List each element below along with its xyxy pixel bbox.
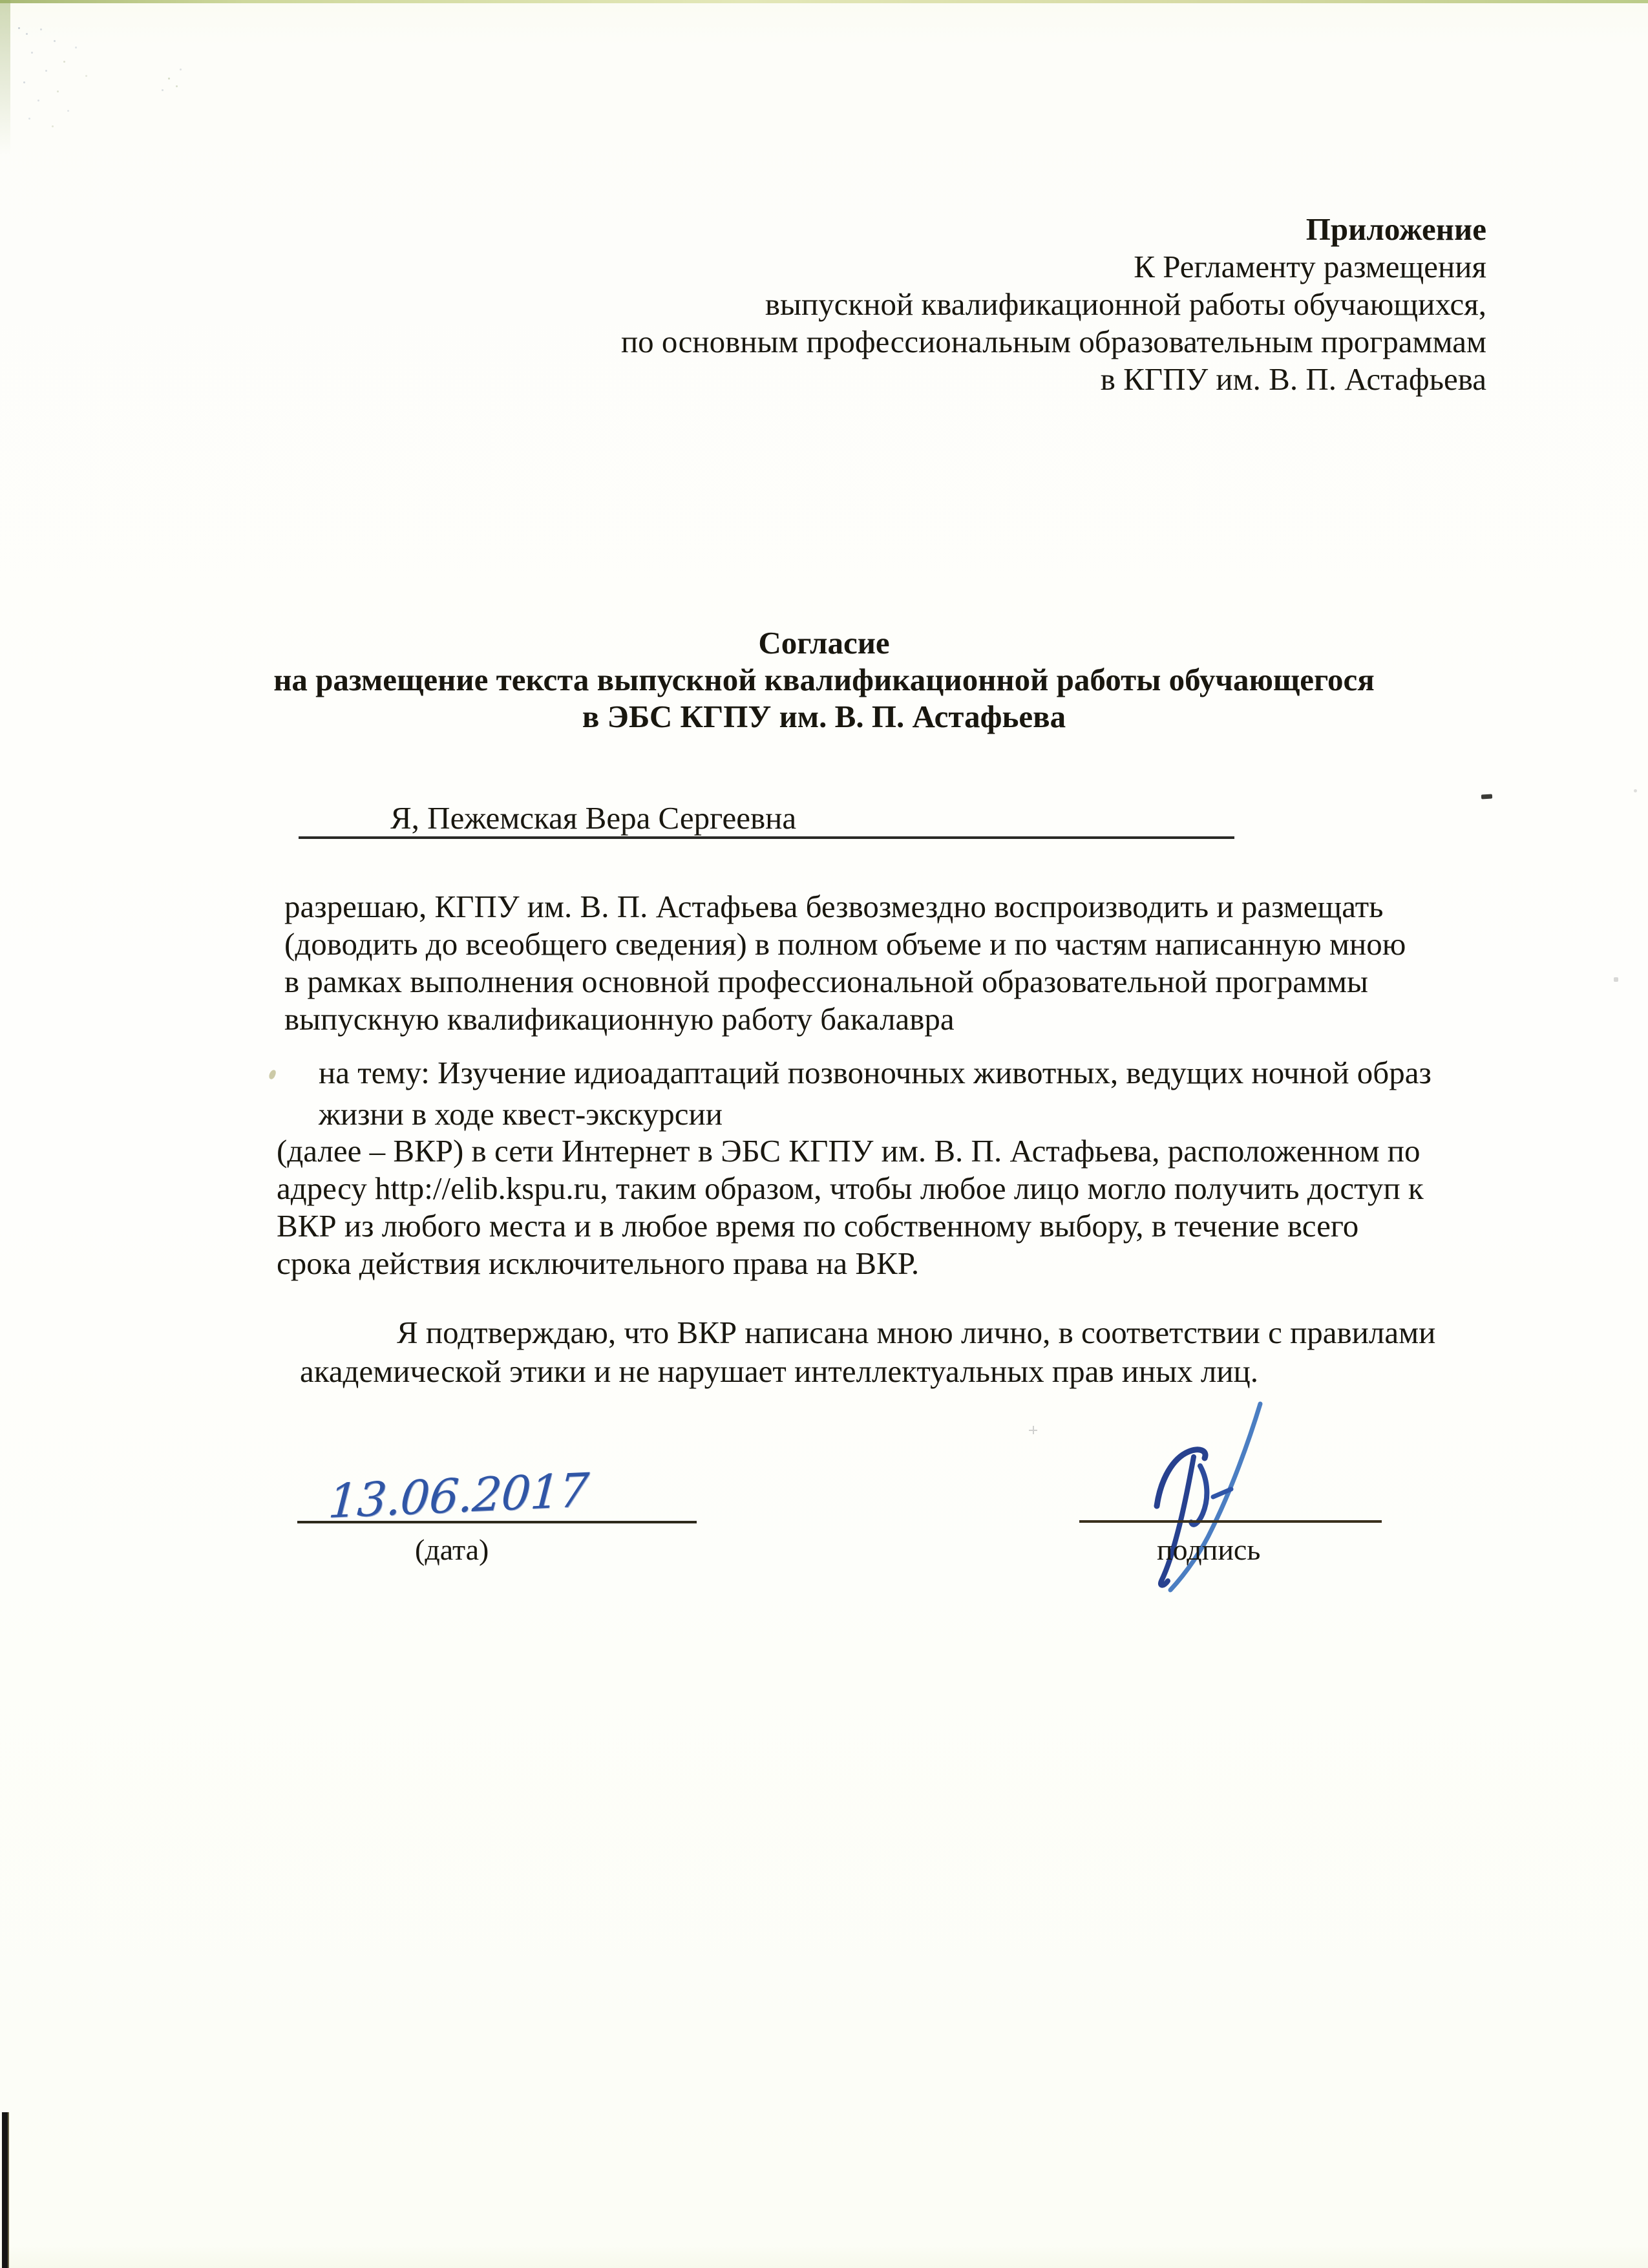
signature-stroke-cap: [1157, 1450, 1205, 1506]
scan-edge-artifact-top: [0, 0, 1648, 3]
text-line: разрешаю, КГПУ им. В. П. Астафьева безвозмездно воспроизводить и размещать: [284, 889, 1384, 924]
confirmation-paragraph: [300, 1313, 1435, 1391]
signature-stroke-loop: [1191, 1466, 1207, 1525]
appendix-header-line: выпускной квалификационной работы обучающихся,: [765, 286, 1486, 322]
signature-underline: [1079, 1520, 1382, 1523]
scan-edge-artifact-left: [0, 0, 10, 155]
scan-dot: [1634, 789, 1637, 792]
document-title-line: Согласие: [758, 625, 890, 661]
document-title: [0, 624, 1648, 735]
handwritten-date: 13.06.2017: [326, 1463, 590, 1529]
text-line: выпускную квалификационную работу бакалавра: [284, 1001, 955, 1037]
date-underline: [297, 1521, 697, 1523]
thesis-topic-paragraph: [319, 1052, 1431, 1135]
document-title-line: в ЭБС КГПУ им. В. П. Астафьева: [582, 699, 1066, 734]
text-line: (доводить до всеобщего сведения) в полном объеме и по частям написанную мною: [284, 926, 1406, 962]
scan-dot: [1614, 977, 1618, 982]
permission-paragraph: [284, 888, 1406, 1038]
appendix-header-line: в КГПУ им. В. П. Астафьева: [1100, 361, 1486, 397]
scan-mark-cross: [1029, 1426, 1037, 1434]
scan-artifact-black-bar: [2, 2112, 9, 2268]
text-line: академической этики и не нарушает интеллектуальных прав иных лиц.: [300, 1353, 1259, 1389]
text-line: адресу http://elib.kspu.ru, таким образом, чтобы любое лицо могло получить доступ к: [277, 1171, 1424, 1206]
declarant-name-field: [299, 800, 1234, 839]
text-line: (далее – ВКР) в сети Интернет в ЭБС КГПУ им. В. П. Астафьева, расположенном по: [277, 1133, 1421, 1169]
document-title-line: на размещение текста выпускной квалификационной работы обучающегося: [273, 662, 1375, 697]
signature-caption: подпись: [1157, 1533, 1261, 1566]
date-caption: (дата): [415, 1533, 489, 1566]
text-line: Я подтверждаю, что ВКР написана мною лично, в соответствии с правилами: [397, 1315, 1436, 1350]
appendix-header-line: Приложение: [1305, 211, 1486, 247]
text-line: ВКР из любого места и в любое время по собственному выбору, в течение всего: [277, 1208, 1359, 1244]
appendix-header-line: по основным профессиональным образовательным программам: [620, 324, 1486, 359]
text-line: на тему: Изучение идиоадаптаций позвоночных животных, ведущих ночной образ: [319, 1055, 1431, 1090]
appendix-header-line: К Регламенту размещения: [1134, 249, 1486, 284]
scan-noise-speckles: [18, 27, 20, 29]
text-line: в рамках выполнения основной профессиональной образовательной программы: [284, 964, 1368, 999]
scan-mark-dash: [1481, 794, 1492, 800]
text-line: срока действия исключительного права на ВКР.: [277, 1245, 920, 1281]
handwritten-signature-ink: [1136, 1395, 1291, 1608]
placement-terms-paragraph: [277, 1132, 1424, 1282]
declarant-name-text: Я, Пежемская Вера Сергеевна: [390, 800, 797, 836]
text-line: жизни в ходе квест-экскурсии: [319, 1096, 723, 1132]
appendix-header: [621, 211, 1486, 398]
scan-mark-comma: [268, 1069, 277, 1080]
